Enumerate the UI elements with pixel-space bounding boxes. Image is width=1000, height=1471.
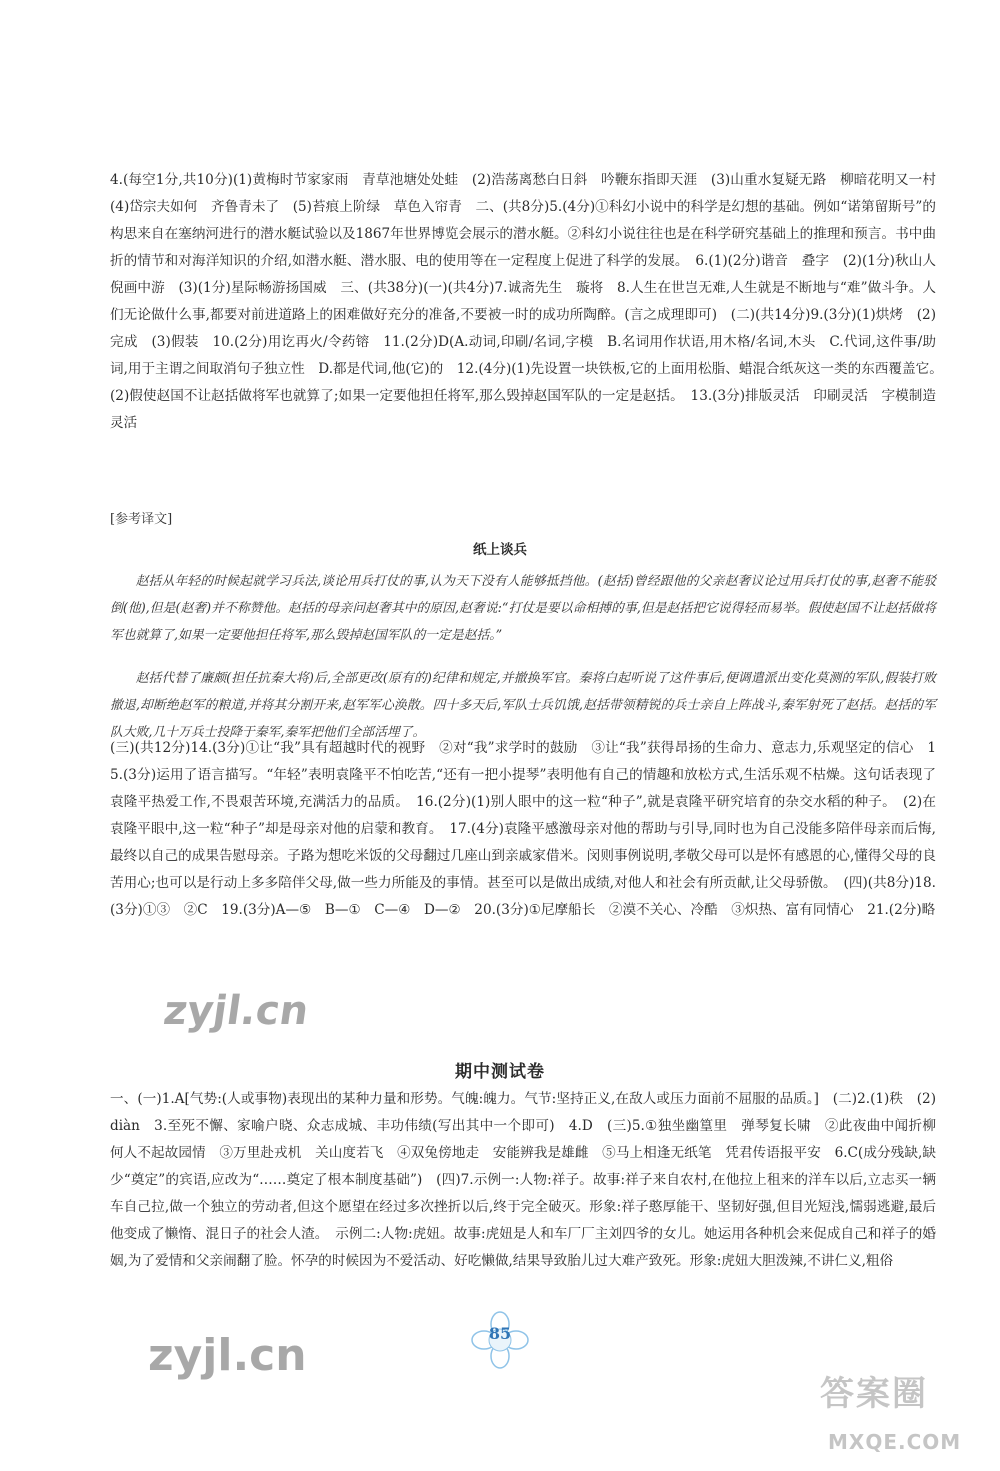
answer-text-part3: (三)(共12分)14.(3分)①让“我”具有超越时代的视野 ②对“我”求学时的鼓励 ③让“我”获得昂扬的生命力、意志力,乐观坚定的信心 15.(3分)运用了语言描写。“年轻”表明袁隆平不怕吃苦,“还有一把小提琴”表明他有自己的情趣和放松方式,生活乐观不枯燥。这句话表现了袁隆平热爱工作,不畏艰苦环境,充满活力的品质。 16.(2分)(1)别人眼中的这一粒“种子”,就是袁隆平研究培育的杂交水稻的种子。 (2)在袁隆平眼中,这一粒“种子”却是母亲对他的启蒙和教育。 17.(4分)袁隆平感激母亲对他的帮助与引导,同时也为自己没能多陪伴母亲而后悔,最终以自己的成果告慰母亲。子路为想吃米饭的父母翻过几座山到亲戚家借米。闵则事例说明,孝敬父母可以是怀有感恩的心,懂得父母的良苦用心;也可以是行动上多多陪伴父母,做一些力所能及的事情。甚至可以是做出成绩,对他人和社会有所贡献,让父母骄傲。 (四)(共8分)18.(3分)①③ ②C 19.(3分)A—⑤ B—① C—④ D—② 20.(3分)①尼摩船长 ②漠不关心、冷酷 ③炽热、富有同情心 21.(2分)略 (110, 740, 936, 918)
translation-paragraph-1 (110, 568, 936, 649)
watermark-text-1: zyjl.cn (160, 988, 312, 1034)
answer-text-part1: 4.(每空1分,共10分)(1)黄梅时节家家雨 青草池塘处处蛙 (2)浩荡离愁白日斜 吟鞭东指即天涯 (3)山重水复疑无路 柳暗花明又一村 (4)岱宗夫如何 齐鲁青未了 (5)苔痕上阶绿 草色入帘青 二、(共8分)5.(4分)①科幻小说中的科学是幻想的基础。例如“诺第留斯号”的构思来自在塞纳河进行的潜水艇试验以及1867年世界博览会展示的潜水艇。②科幻小说往往也是在科学研究基础上的推理和预言。书中曲折的情节和对海洋知识的介绍,如潜水艇、潜水服、电的使用等在一定程度上促进了科学的发展。 6.(1)(2分)谐音 叠字 (2)(1分)秋山人倪画中游 (3)(1分)星际畅游扬国威 三、(共38分)(一)(共4分)7.诚斋先生 璇将 8.人生在世岂无难,人生就是不断地与“难”做斗争。人们无论做什么事,都要对前进道路上的困难做好充分的准备,不要被一时的成功所陶醉。(言之成理即可) (二)(共14分)9.(3分)(1)烘烤 (2)完成 (3)假装 10.(2分)用讫再火/令药镕 11.(2分)D(A.动词,印刷/名词,字模 B.名词用作状语,用木格/名词,木头 C.代词,这件事/助词,用于主谓之间取消句子独立性 D.都是代词,他(它)的 12.(4分)(1)先设置一块铁板,它的上面用松脂、蜡混合纸灰这一类的东西覆盖它。 (2)假使赵国不让赵括做将军也就算了;如果一定要他担任将军,那么毁掉赵国军队的一定是赵括。 13.(3分)排版灵活 印刷灵活 字模制造灵活 (110, 172, 950, 431)
watermark-url: MXQE.COM (828, 1430, 962, 1454)
exam-title: 期中测试卷 (455, 1062, 545, 1082)
watermark-logo-text: 答案圈 (820, 1374, 928, 1414)
page-number: 85 (488, 1324, 512, 1343)
translation-text-1: 赵括从年轻的时候起就学习兵法,谈论用兵打仗的事,认为天下没有人能够抵挡他。(赵括)曾经跟他的父亲赵奢议论过用兵打仗的事,赵奢不能驳倒(他),但是(赵奢)并不称赞他。赵括的母亲问赵奢其中的原因,赵奢说:“打仗是要以命相搏的事,但是赵括把它说得轻而易举。假使赵国不让赵括做将军也就算了,如果一定要他担任将军,那么毁掉赵国军队的一定是赵括。” (110, 574, 936, 643)
page-number-badge (470, 1310, 530, 1370)
exam-answer-text: 一、(一)1.A[气势:(人或事物)表现出的某种力量和形势。气魄:魄力。气节:坚持正义,在敌人或压力面前不屈服的品质。] (二)2.(1)秩 (2)diàn 3.至死不懈、家喻户晓、众志成城、丰功伟绩(写出其中一个即可) 4.D (三)5.①独坐幽篁里 弹琴复长啸 ②此夜曲中闻折柳 何人不起故园情 ③万里赴戎机 关山度若飞 ④双兔傍地走 安能辨我是雄雌 ⑤马上相逢无纸笔 凭君传语报平安 6.C(成分残缺,缺少“奠定”的宾语,应改为“……奠定了根本制度基础”) (四)7.示例一:人物:祥子。故事:祥子来自农村,在他拉上租来的洋车以后,立志买一辆车自己拉,做一个独立的劳动者,但这个愿望在经过多次挫折以后,终于完全破灭。形象:祥子憨厚能干、坚韧好强,但目光短浅,懦弱逃避,最后他变成了懒惰、混日子的社会人渣。 示例二:人物:虎妞。故事:虎妞是人和车厂厂主刘四爷的女儿。她运用各种机会来促成自己和祥子的婚姻,为了爱情和父亲闹翻了脸。怀孕的时候因为不爱活动、好吃懒做,结果导致胎儿过大难产致死。形象:虎妞大胆泼辣,不讲仁义,粗俗 (110, 1091, 950, 1269)
reference-translation-label: [参考译文] (110, 512, 173, 527)
watermark-text-2: zyjl.cn (148, 1330, 307, 1381)
translation-title: 纸上谈兵 (473, 542, 527, 558)
watermark-logo (820, 1366, 970, 1466)
translation-text-2: 赵括代替了廉颇(担任抗秦大将)后,全部更改(原有的)纪律和规定,并撤换军官。秦将白起听说了这件事后,便调遣派出变化莫测的军队,假装打败撤退,却断绝赵军的粮道,并将其分割开来,赵军军心涣散。四十多天后,军队士兵饥饿,赵括带领精锐的兵士亲自上阵战斗,秦军射死了赵括。赵括的军队大败,几十万兵士投降于秦军,秦军把他们全部活埋了。 (110, 671, 936, 740)
translation-paragraph-2 (110, 665, 936, 746)
